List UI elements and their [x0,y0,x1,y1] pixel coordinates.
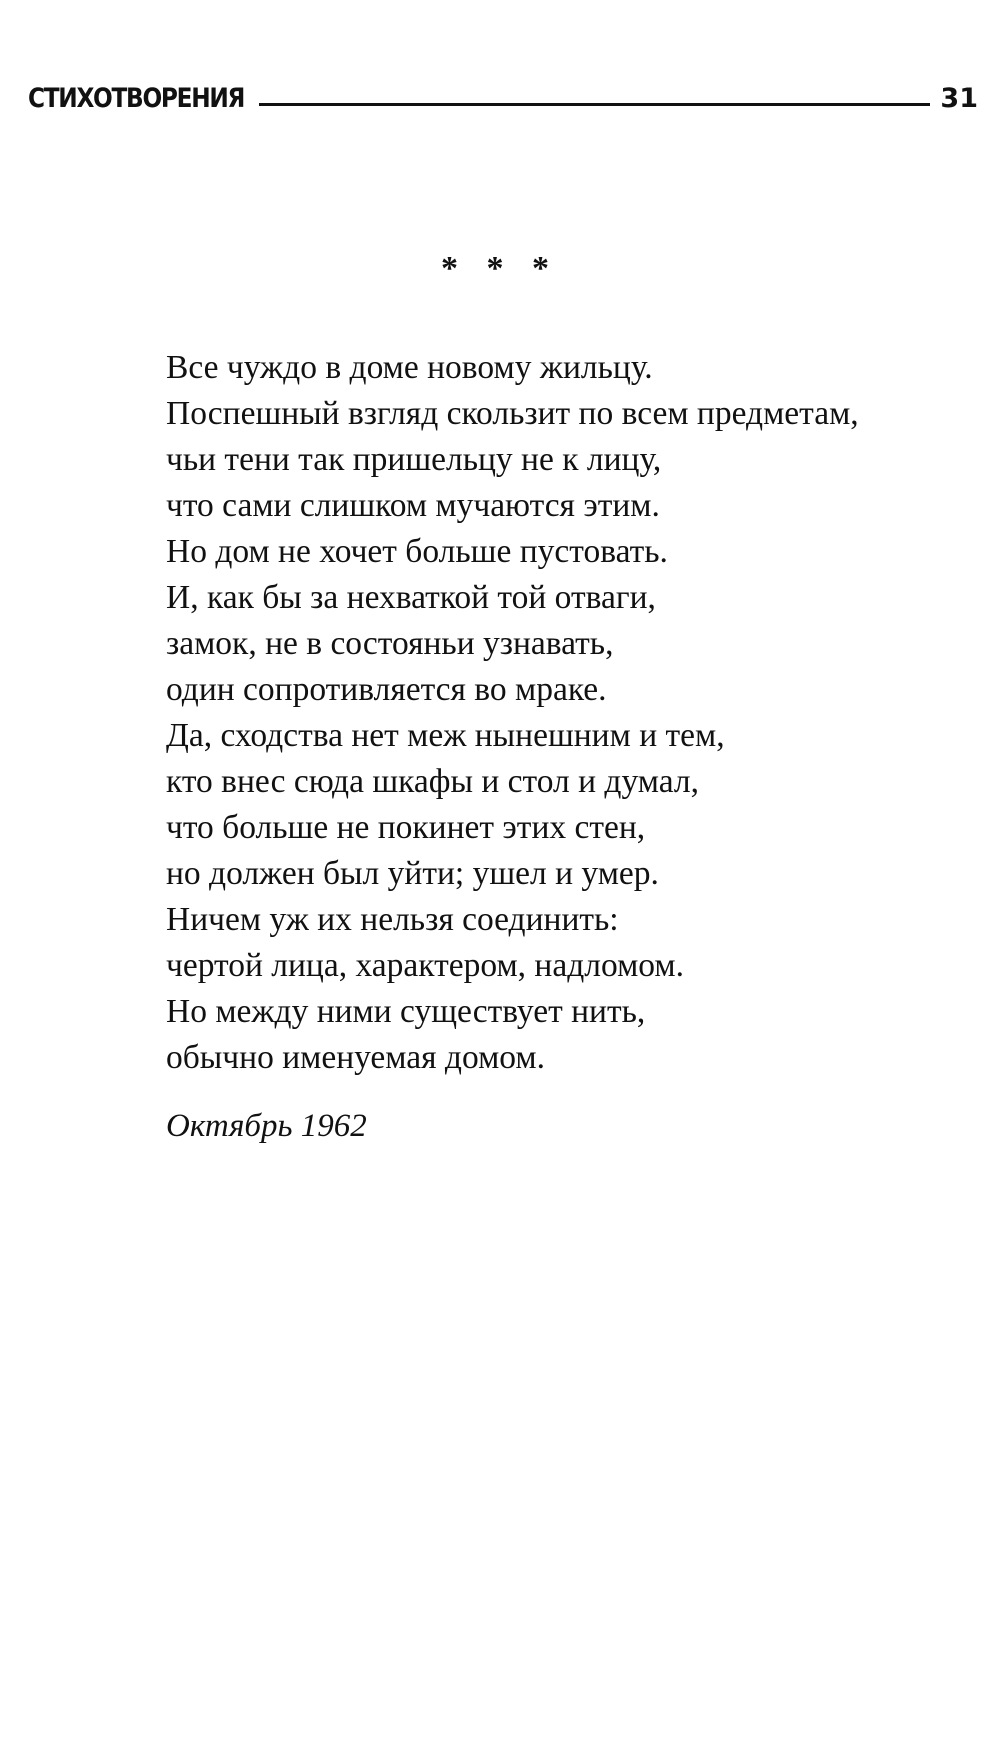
poem-line: Все чуждо в доме новому жильцу. [166,349,653,386]
poem-line: обычно именуемая домом. [166,1039,545,1076]
poem-line: Но дом не хочет больше пустовать. [166,533,668,570]
poem-line: чьи тени так пришельцу не к лицу, [166,441,662,478]
section-title: СТИХОТВОРЕНИЯ [28,83,245,114]
poem-line: Ничем уж их нельзя соединить: [166,901,619,938]
poem-line: Да, сходства нет меж нынешним и тем, [166,717,725,754]
running-head [28,72,978,112]
poem-line: но должен был уйти; ушел и умер. [166,855,659,892]
poem-line: И, как бы за нехваткой той отваги, [166,579,656,616]
poem-line: что сами слишком мучаются этим. [166,487,660,524]
poem-line: Но между ними существует нить, [166,993,646,1030]
poem-date: Октябрь 1962 [166,1108,367,1144]
page-number: 31 [940,83,978,114]
poem-line: один сопротивляется во мраке. [166,671,607,708]
poem-line: что больше не покинет этих стен, [166,809,646,846]
poem-line: чертой лица, характером, надломом. [166,947,684,984]
poem-separator: * * * [441,250,559,287]
poem-line: Поспешный взгляд скользит по всем предметам, [166,395,859,432]
poem-line: замок, не в состояньи узнавать, [166,625,614,662]
header-rule [259,103,930,106]
poem-line: кто внес сюда шкафы и стол и думал, [166,763,700,800]
poem-body [166,345,859,1081]
